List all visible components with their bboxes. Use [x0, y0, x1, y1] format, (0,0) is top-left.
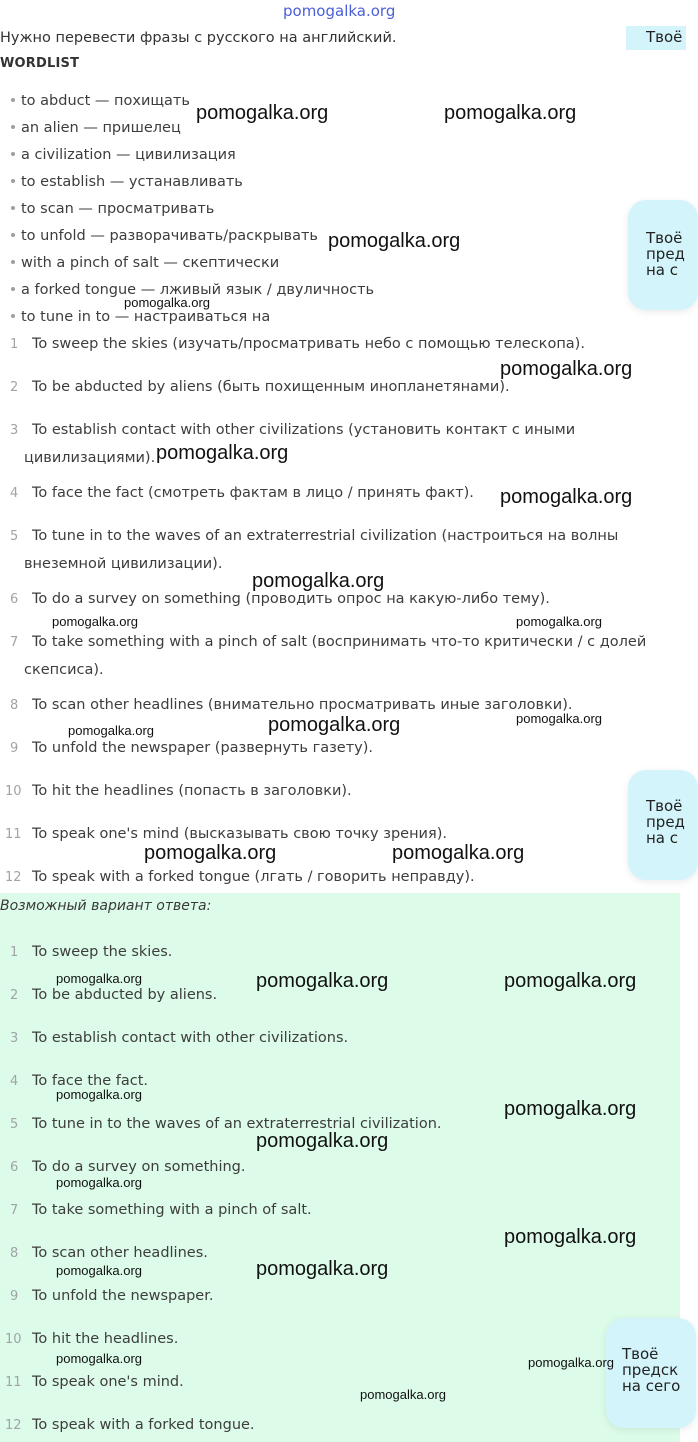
watermark: pomogalka.org — [56, 1175, 142, 1190]
phrase-text: To speak with a forked tongue (лгать / говорить неправду). — [32, 869, 475, 885]
watermark: pomogalka.org — [144, 842, 277, 864]
watermark: pomogalka.org — [56, 1351, 142, 1366]
bullet-icon — [11, 287, 15, 291]
item-number: 10 — [5, 1332, 22, 1347]
phrase-item — [0, 379, 510, 395]
watermark: pomogalka.org — [268, 714, 401, 736]
answer-text: To sweep the skies. — [32, 944, 173, 960]
wordlist-item: to tune in to — настраиваться на — [11, 309, 270, 325]
wordlist-item: to scan — просматривать — [11, 201, 214, 217]
watermark: pomogalka.org — [504, 970, 637, 992]
phrase-item — [0, 528, 618, 544]
item-number: 4 — [10, 1074, 19, 1089]
watermark: pomogalka.org — [500, 486, 633, 508]
item-number: 12 — [5, 870, 22, 885]
watermark: pomogalka.org — [68, 723, 154, 738]
item-number: 12 — [5, 1418, 22, 1433]
side-card-line: Твоё — [646, 229, 683, 247]
side-card-line: на сего — [622, 1377, 681, 1395]
phrase-text-continued: внеземной цивилизации). — [24, 556, 223, 572]
watermark: pomogalka.org — [516, 614, 602, 629]
watermark: pomogalka.org — [56, 971, 142, 986]
watermark: pomogalka.org — [392, 842, 525, 864]
answer-item — [0, 1245, 208, 1261]
phrase-text: To establish contact with other civilizations (установить контакт с иными — [32, 422, 576, 438]
answer-item — [0, 1202, 312, 1218]
wordlist-title: WORDLIST — [0, 56, 80, 71]
watermark: pomogalka.org — [256, 1130, 389, 1152]
answer-text: To establish contact with other civilizations. — [32, 1030, 349, 1046]
answer-text: To do a survey on something. — [32, 1159, 246, 1175]
answer-text: To take something with a pinch of salt. — [32, 1202, 312, 1218]
watermark: pomogalka.org — [52, 614, 138, 629]
bullet-icon — [11, 179, 15, 183]
wordlist-item: an alien — пришелец — [11, 120, 181, 136]
watermark: pomogalka.org — [528, 1355, 614, 1370]
side-card-line: на с — [646, 261, 679, 279]
side-card-line: пред — [646, 813, 685, 831]
wordlist-item: to establish — устанавливать — [11, 174, 243, 190]
watermark: pomogalka.org — [256, 970, 389, 992]
watermark: pomogalka.org — [252, 570, 385, 592]
wordlist-item: a forked tongue — лживый язык / двуличность — [11, 282, 374, 298]
watermark: pomogalka.org — [124, 295, 210, 310]
side-card-line: предск — [622, 1361, 679, 1379]
phrase-item — [0, 869, 475, 885]
bullet-icon — [11, 233, 15, 237]
answer-text: To speak with a forked tongue. — [32, 1417, 255, 1433]
watermark: pomogalka.org — [360, 1387, 446, 1402]
item-number: 6 — [10, 1160, 19, 1175]
answer-text: To unfold the newspaper. — [32, 1288, 214, 1304]
site-logo[interactable]: pomogalka.org — [283, 2, 396, 20]
bullet-icon — [11, 152, 15, 156]
answer-item — [0, 987, 217, 1003]
wordlist-item: to abduct — похищать — [11, 93, 190, 109]
phrase-item — [0, 591, 550, 607]
wordlist-item: to unfold — разворачивать/раскрывать — [11, 228, 318, 244]
item-number: 4 — [10, 486, 19, 501]
watermark: pomogalka.org — [500, 358, 633, 380]
answer-text: To speak one's mind. — [32, 1374, 184, 1390]
item-number: 11 — [5, 1375, 22, 1390]
phrase-item — [0, 634, 646, 650]
side-card-line: на с — [646, 829, 679, 847]
item-number: 6 — [10, 592, 19, 607]
answer-item — [0, 1331, 178, 1347]
phrase-text: To take something with a pinch of salt (воспринимать что-то критически / с долей — [32, 634, 647, 650]
answer-item — [0, 1374, 184, 1390]
phrase-text: To face the fact (смотреть фактам в лицо / принять факт). — [32, 485, 474, 501]
item-number: 2 — [10, 988, 19, 1003]
side-promo-card[interactable] — [628, 770, 698, 880]
side-card-line: Твоё — [622, 1345, 659, 1363]
item-number: 9 — [10, 1289, 19, 1304]
phrase-text: To sweep the skies (изучать/просматривать небо с помощью телескопа). — [32, 336, 585, 352]
item-number: 3 — [10, 423, 19, 438]
phrase-item — [0, 740, 373, 756]
watermark: pomogalka.org — [504, 1226, 637, 1248]
item-number: 10 — [5, 784, 22, 799]
watermark: pomogalka.org — [504, 1098, 637, 1120]
phrase-text: To scan other headlines (внимательно просматривать иные заголовки). — [32, 697, 573, 713]
answer-item — [0, 1030, 348, 1046]
phrase-text: To hit the headlines (попасть в заголовки). — [32, 783, 352, 799]
answer-text: To tune in to the waves of an extraterrestrial civilization. — [32, 1116, 442, 1132]
side-promo-card[interactable] — [626, 26, 686, 50]
watermark: pomogalka.org — [56, 1087, 142, 1102]
phrase-text: To tune in to the waves of an extraterrestrial civilization (настроиться на волны — [32, 528, 619, 544]
bullet-icon — [11, 314, 15, 318]
watermark: pomogalka.org — [56, 1263, 142, 1278]
side-promo-card[interactable] — [606, 1318, 696, 1428]
watermark: pomogalka.org — [156, 442, 289, 464]
phrase-item — [0, 422, 575, 438]
phrase-item — [0, 336, 585, 352]
item-number: 11 — [5, 827, 22, 842]
phrase-text: To do a survey on something (проводить опрос на какую-либо тему). — [32, 591, 550, 607]
side-promo-card[interactable] — [628, 200, 698, 310]
watermark: pomogalka.org — [256, 1258, 389, 1280]
item-number: 1 — [10, 337, 19, 352]
item-number: 8 — [10, 1246, 19, 1261]
item-number: 2 — [10, 380, 19, 395]
item-number: 5 — [10, 1117, 19, 1132]
phrase-item — [0, 485, 474, 501]
answer-text: To be abducted by aliens. — [32, 987, 218, 1003]
item-number: 1 — [10, 945, 19, 960]
watermark: pomogalka.org — [444, 102, 577, 124]
bullet-icon — [11, 260, 15, 264]
item-number: 3 — [10, 1031, 19, 1046]
watermark: pomogalka.org — [328, 230, 461, 252]
wordlist-item: a civilization — цивилизация — [11, 147, 236, 163]
bullet-icon — [11, 206, 15, 210]
phrase-text-continued: скепсиса). — [24, 662, 104, 678]
side-card-line: пред — [646, 245, 685, 263]
phrase-item — [0, 826, 447, 842]
item-number: 8 — [10, 698, 19, 713]
watermark: pomogalka.org — [516, 711, 602, 726]
answer-item — [0, 1159, 246, 1175]
side-card-line: Твоё — [646, 28, 683, 46]
answer-heading: Возможный вариант ответа: — [0, 898, 212, 914]
bullet-icon — [11, 98, 15, 102]
item-number: 5 — [10, 529, 19, 544]
watermark: pomogalka.org — [196, 102, 329, 124]
answer-text: To scan other headlines. — [32, 1245, 208, 1261]
task-intro: Нужно перевести фразы с русского на английский. — [0, 30, 397, 46]
phrase-item — [0, 697, 573, 713]
side-card-line: Твоё — [646, 797, 683, 815]
phrase-text: To unfold the newspaper (развернуть газету). — [32, 740, 374, 756]
wordlist-item: with a pinch of salt — скептически — [11, 255, 279, 271]
item-number: 7 — [10, 1203, 19, 1218]
answer-item — [0, 944, 172, 960]
phrase-item — [0, 783, 352, 799]
bullet-icon — [11, 125, 15, 129]
item-number: 7 — [10, 635, 19, 650]
answer-text: To hit the headlines. — [32, 1331, 179, 1347]
phrase-text: To be abducted by aliens (быть похищенным инопланетянами). — [32, 379, 510, 395]
answer-text: To face the fact. — [32, 1073, 149, 1089]
phrase-text: To speak one's mind (высказывать свою точку зрения). — [32, 826, 447, 842]
item-number: 9 — [10, 741, 19, 756]
answer-item — [0, 1417, 255, 1433]
answer-item — [0, 1288, 213, 1304]
phrase-text-continued: цивилизациями). — [24, 450, 156, 466]
